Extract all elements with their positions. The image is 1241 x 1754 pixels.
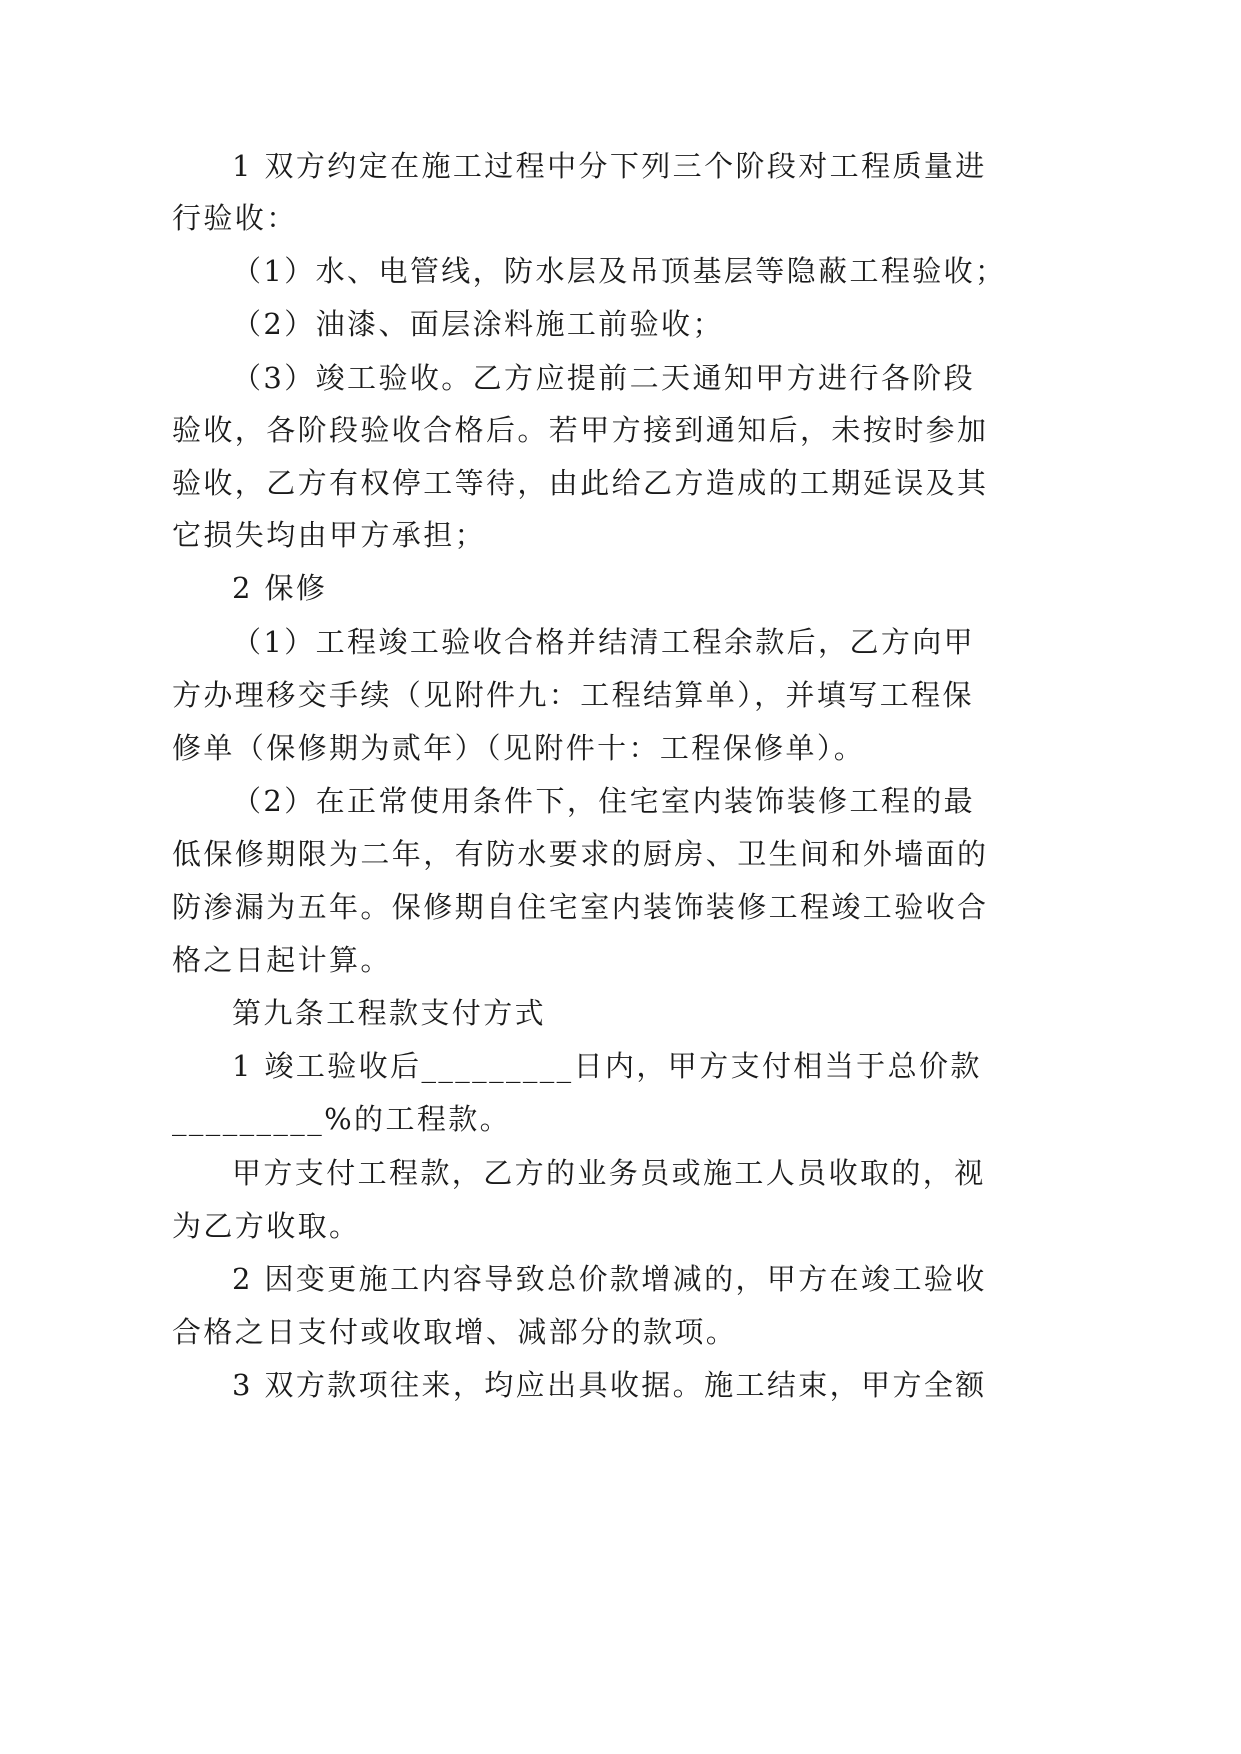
- paragraph-line: 行验收：: [172, 201, 298, 235]
- paragraph-line: （1）水、电管线，防水层及吊顶基层等隐蔽工程验收；: [232, 254, 1007, 288]
- paragraph-line: 为乙方收取。: [172, 1209, 361, 1243]
- paragraph-line: 方办理移交手续（见附件九：工程结算单），并填写工程保: [172, 678, 974, 712]
- article-heading: 第九条工程款支付方式: [232, 996, 547, 1030]
- paragraph-line: 格之日起计算。: [172, 943, 392, 977]
- paragraph-line: 修单（保修期为贰年）（见附件十：工程保修单）。: [172, 731, 866, 765]
- paragraph-line: （2）油漆、面层涂料施工前验收；: [232, 307, 724, 341]
- paragraph-line: 验收，乙方有权停工等待，由此给乙方造成的工期延误及其: [172, 466, 989, 500]
- paragraph-line: 防渗漏为五年。保修期自住宅室内装饰装修工程竣工验收合: [172, 890, 989, 924]
- paragraph-line: _________%的工程款。: [172, 1102, 512, 1136]
- paragraph-line: 验收，各阶段验收合格后。若甲方接到通知后，未按时参加: [172, 413, 989, 447]
- section-heading: 2 保修: [232, 571, 328, 605]
- paragraph-line: 合格之日支付或收取增、减部分的款项。: [172, 1315, 738, 1349]
- paragraph-line: （3）竣工验收。乙方应提前二天通知甲方进行各阶段: [232, 361, 976, 395]
- paragraph-line: （2）在正常使用条件下，住宅室内装饰装修工程的最: [232, 784, 976, 818]
- paragraph-line: 1 竣工验收后_________日内，甲方支付相当于总价款: [232, 1049, 982, 1083]
- paragraph-line: （1）工程竣工验收合格并结清工程余款后，乙方向甲: [232, 625, 976, 659]
- paragraph-line: 低保修期限为二年，有防水要求的厨房、卫生间和外墙面的: [172, 837, 989, 871]
- paragraph-line: 它损失均由甲方承担；: [172, 518, 487, 552]
- paragraph-line: 甲方支付工程款，乙方的业务员或施工人员收取的，视: [232, 1156, 986, 1190]
- paragraph-line: 2 因变更施工内容导致总价款增减的，甲方在竣工验收: [232, 1262, 987, 1296]
- paragraph-line: 3 双方款项往来，均应出具收据。施工结束，甲方全额: [232, 1368, 987, 1402]
- paragraph-line: 1 双方约定在施工过程中分下列三个阶段对工程质量进: [232, 149, 987, 183]
